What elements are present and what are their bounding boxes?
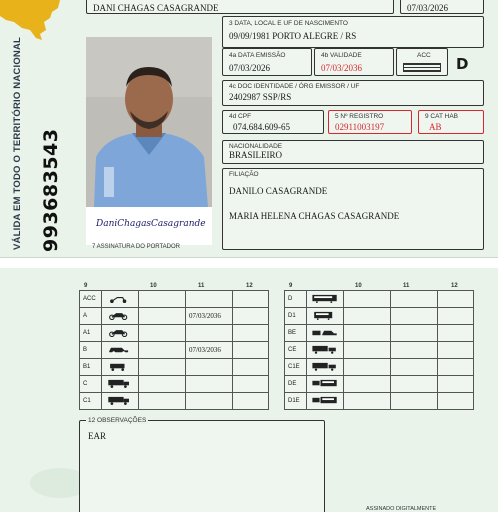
truck-trailer-icon <box>307 359 344 376</box>
category-row <box>80 308 269 325</box>
category-date-10 <box>139 291 186 308</box>
doc-label: 4c DOC IDENTIDADE / ÓRG EMISSOR / UF <box>229 83 360 90</box>
observations-field <box>79 417 325 512</box>
category-code: D1E <box>285 393 307 410</box>
category-code: C1 <box>80 393 102 410</box>
digital-signature-note: ASSINADO DIGITALMENTE <box>366 506 437 512</box>
birth-label: 3 DATA, LOCAL E UF DE NASCIMENTO <box>229 20 348 27</box>
category-row <box>285 342 474 359</box>
motorcycle-icon <box>102 308 139 325</box>
portrait-image <box>86 37 212 207</box>
cathab-value: AB <box>429 122 442 132</box>
bus-trailer-icon <box>307 393 344 410</box>
category-code: BE <box>285 325 307 342</box>
category-date-10 <box>139 359 186 376</box>
category-date-11: 07/03/2036 <box>186 308 233 325</box>
categories-table-left <box>79 290 269 410</box>
category-date-11 <box>391 291 438 308</box>
observations-label: 12 OBSERVAÇÕES <box>88 417 147 424</box>
category-code: DE <box>285 376 307 393</box>
validity-label: 4b VALIDADE <box>321 52 362 59</box>
issue-date-label: 4a DATA EMISSÃO <box>229 52 286 59</box>
category-code: A1 <box>80 325 102 342</box>
issue-date-value: 07/03/2026 <box>229 63 271 73</box>
category-date-10 <box>344 342 391 359</box>
category-restriction-12 <box>438 376 474 393</box>
holder-name: DANI CHAGAS CASAGRANDE <box>93 3 219 13</box>
category-restriction-12 <box>438 359 474 376</box>
tricycle-icon <box>102 359 139 376</box>
cpf-field <box>222 110 324 134</box>
truck-icon <box>102 376 139 393</box>
holder-photo <box>86 37 212 207</box>
filiation-label: FILIAÇÃO <box>229 171 259 178</box>
father-name: DANILO CASAGRANDE <box>229 186 328 196</box>
registry-value: 02911003197 <box>335 122 385 132</box>
category-row <box>80 359 269 376</box>
issue-date-field <box>222 48 312 76</box>
category-date-10 <box>139 342 186 359</box>
category-restriction-12 <box>233 325 269 342</box>
car-icon <box>102 342 139 359</box>
col-header-10b: 10 <box>355 283 362 289</box>
birth-value: 09/09/1981 PORTO ALEGRE / RS <box>229 31 357 41</box>
category-restriction-12 <box>438 308 474 325</box>
category-row <box>80 376 269 393</box>
category-code: D <box>285 291 307 308</box>
validity-notice: VÁLIDA EM TODO O TERRITÓRIO NACIONAL <box>12 36 23 250</box>
col-header-11b: 11 <box>403 283 410 289</box>
cpf-value: 074.684.609-65 <box>233 122 290 132</box>
nationality-label: NACIONALIDADE <box>229 143 283 150</box>
category-restriction-12 <box>438 393 474 410</box>
signature-label: 7 ASSINATURA DO PORTADOR <box>92 244 181 250</box>
category-restriction-12 <box>438 291 474 308</box>
holder-signature: DaniChagasCasagrande <box>96 219 206 229</box>
nationality-value: BRASILEIRO <box>229 150 283 160</box>
category-date-11 <box>391 308 438 325</box>
observations-value: EAR <box>88 431 106 441</box>
category-row <box>80 291 269 308</box>
category-date-10 <box>344 325 391 342</box>
category-code: ACC <box>80 291 102 308</box>
top-date: 07/03/2026 <box>407 3 449 13</box>
category-row <box>80 393 269 410</box>
mother-name: MARIA HELENA CHAGAS CASAGRANDE <box>229 211 400 221</box>
validity-field <box>314 48 394 76</box>
truck-icon <box>102 393 139 410</box>
nationality-field <box>222 140 484 164</box>
cathab-field <box>418 110 484 134</box>
category-restriction-12 <box>233 359 269 376</box>
category-date-10 <box>139 376 186 393</box>
category-date-10 <box>344 291 391 308</box>
category-code: B <box>80 342 102 359</box>
category-row <box>285 325 474 342</box>
category-date-11 <box>391 342 438 359</box>
category-date-10 <box>139 393 186 410</box>
category-row <box>285 291 474 308</box>
document-number: 993683543 <box>40 128 62 252</box>
col-header-11: 11 <box>198 283 205 289</box>
col-header-10: 10 <box>150 283 157 289</box>
acc-label: ACC <box>417 52 431 59</box>
category-date-10 <box>139 308 186 325</box>
minibus-icon <box>307 308 344 325</box>
category-date-11 <box>391 393 438 410</box>
doc-field <box>222 80 484 106</box>
category-code: A <box>80 308 102 325</box>
category-restriction-12 <box>233 291 269 308</box>
category-date-10 <box>344 359 391 376</box>
category-date-11: 07/03/2036 <box>186 342 233 359</box>
filiation-field <box>222 168 484 250</box>
col-header-12: 12 <box>246 283 253 289</box>
top-date-field <box>400 0 484 14</box>
bus-trailer-icon <box>307 376 344 393</box>
category-code: C1E <box>285 359 307 376</box>
category-date-11 <box>391 376 438 393</box>
category-code: C <box>80 376 102 393</box>
col-header-9: 9 <box>84 283 88 289</box>
category-restriction-12 <box>438 325 474 342</box>
cpf-label: 4d CPF <box>229 113 252 120</box>
car-trailer-icon <box>307 325 344 342</box>
category-code: B1 <box>80 359 102 376</box>
bus-icon <box>307 291 344 308</box>
category-date-11 <box>391 325 438 342</box>
motorcycle-icon <box>102 325 139 342</box>
acc-box <box>403 63 441 72</box>
category-row <box>80 342 269 359</box>
signature-area <box>86 207 212 245</box>
category-row <box>285 359 474 376</box>
category-date-10 <box>139 325 186 342</box>
category-date-11 <box>186 376 233 393</box>
category-restriction-12 <box>233 376 269 393</box>
category-restriction-12 <box>233 342 269 359</box>
cathab-label: 9 CAT HAB <box>425 113 458 120</box>
category-restriction-12 <box>233 393 269 410</box>
birth-field <box>222 16 484 48</box>
name-field <box>86 0 394 14</box>
col-header-12b: 12 <box>451 283 458 289</box>
doc-value: 2402987 SSP/RS <box>229 92 292 102</box>
registry-label: 5 Nº REGISTRO <box>335 113 384 120</box>
category-date-10 <box>344 393 391 410</box>
category-date-11 <box>186 325 233 342</box>
category-date-11 <box>186 291 233 308</box>
validity-value: 07/03/2036 <box>321 63 363 73</box>
category-letter: D <box>456 55 469 73</box>
category-row <box>80 325 269 342</box>
moped-icon <box>102 291 139 308</box>
registry-field <box>328 110 412 134</box>
category-restriction-12 <box>233 308 269 325</box>
acc-field <box>396 48 448 76</box>
category-date-10 <box>344 308 391 325</box>
truck-trailer-icon <box>307 342 344 359</box>
category-row <box>285 393 474 410</box>
category-code: D1 <box>285 308 307 325</box>
category-code: CE <box>285 342 307 359</box>
brazil-map-icon <box>0 0 70 42</box>
col-header-9b: 9 <box>289 283 293 289</box>
category-row <box>285 376 474 393</box>
categories-table-right <box>284 290 474 410</box>
category-date-10 <box>344 376 391 393</box>
category-restriction-12 <box>438 342 474 359</box>
category-date-11 <box>186 393 233 410</box>
category-date-11 <box>186 359 233 376</box>
category-date-11 <box>391 359 438 376</box>
category-row <box>285 308 474 325</box>
